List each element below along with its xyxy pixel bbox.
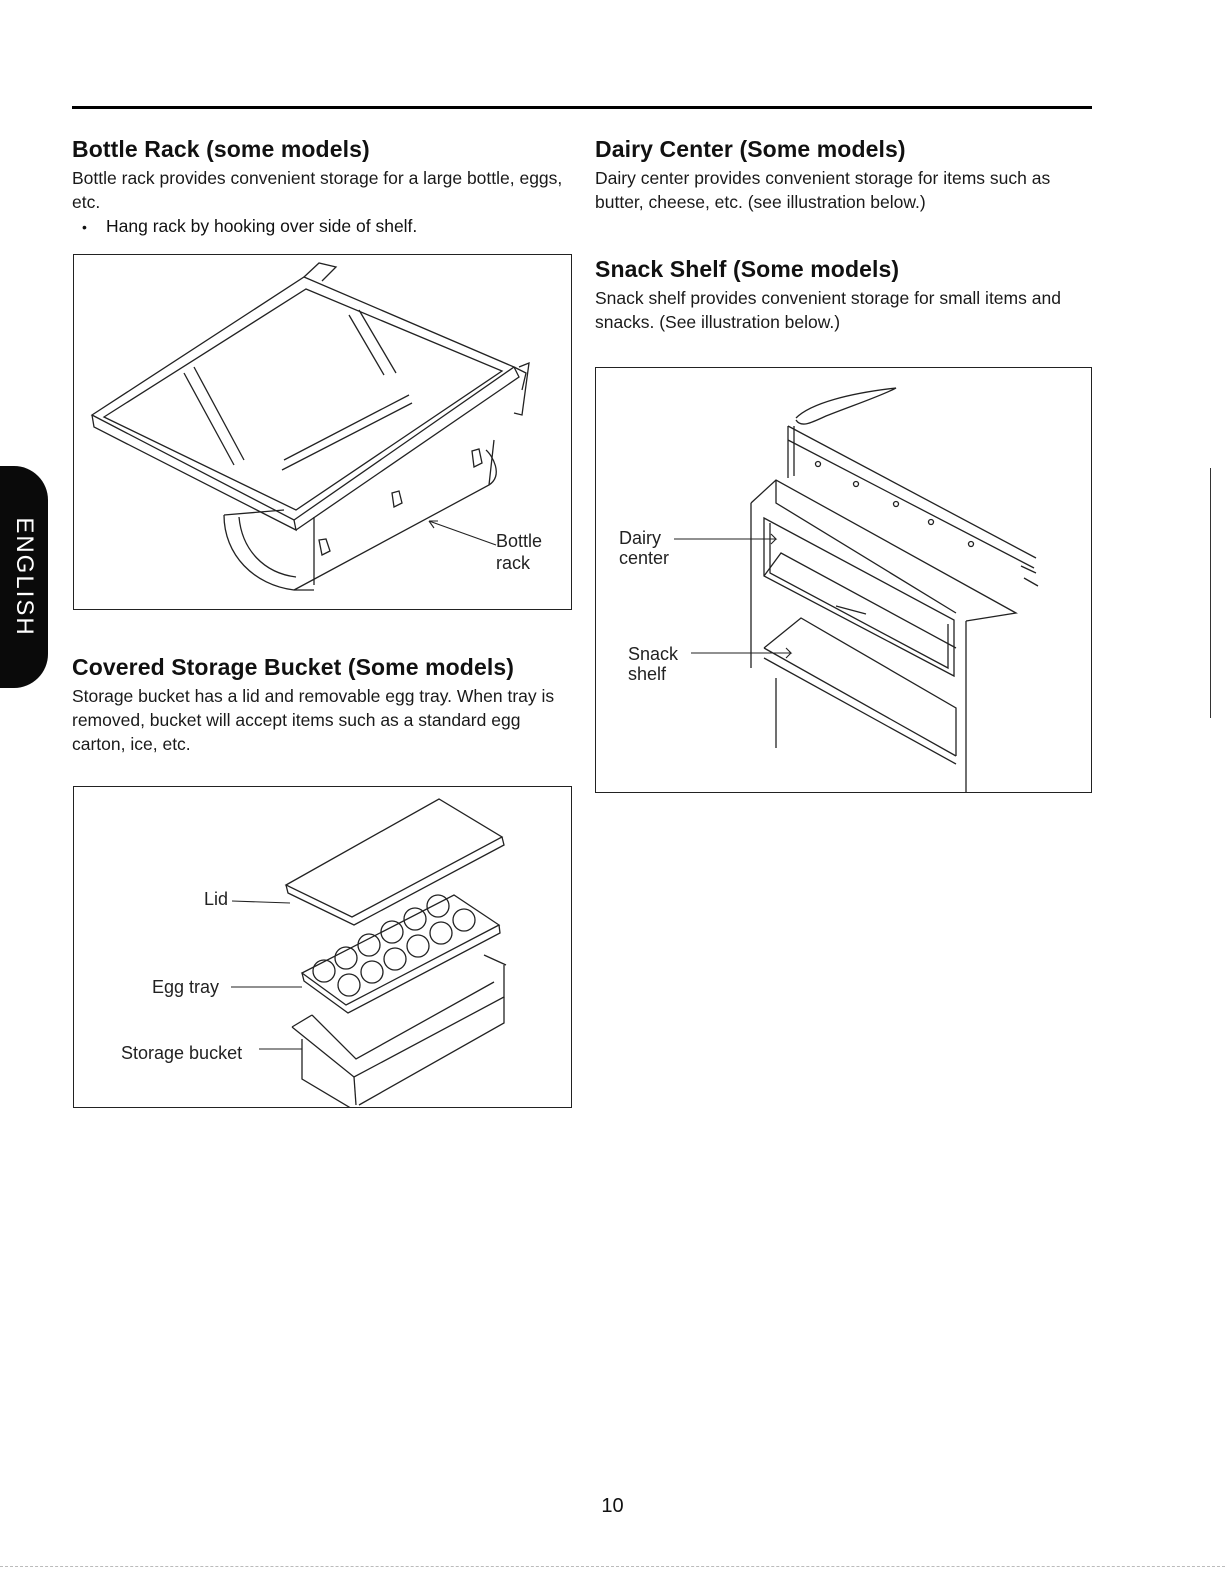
snack-label-2: shelf <box>628 664 667 684</box>
lid-label: Lid <box>204 889 229 909</box>
snack-shelf-heading: Snack Shelf (Some models) <box>595 256 900 282</box>
dairy-center-heading: Dairy Center (Some models) <box>595 136 906 162</box>
bottom-line <box>0 1566 1225 1568</box>
covered-bucket-heading: Covered Storage Bucket (Some models) <box>72 654 514 680</box>
egg-tray-label: Egg tray <box>152 977 220 997</box>
language-tab-label: ENGLISH <box>11 517 38 637</box>
dairy-label-1: Dairy <box>619 528 662 548</box>
dairy-label-2: center <box>619 548 670 568</box>
dairy-center-text: Dairy center provides convenient storage for items such as butter, cheese, etc. (see illustration below.) <box>595 168 1051 212</box>
bottle-rack-heading: Bottle Rack (some models) <box>72 136 370 162</box>
top-rule <box>72 106 1092 109</box>
margin-line <box>1210 468 1211 718</box>
bottle-rack-section <box>72 134 572 239</box>
covered-bucket-figure <box>73 786 572 1108</box>
snack-shelf-illustration <box>596 368 1091 792</box>
snack-shelf-section <box>595 254 1095 334</box>
snack-label-1: Snack <box>628 644 679 664</box>
covered-bucket-section <box>72 652 572 756</box>
storage-bucket-label: Storage bucket <box>121 1043 243 1063</box>
bottle-rack-figure <box>73 254 572 610</box>
dairy-center-section <box>595 134 1095 214</box>
bottle-rack-bullet: • Hang rack by hooking over side of shelf. <box>82 214 572 239</box>
bottle-rack-bullets <box>72 214 572 239</box>
language-tab <box>0 466 48 688</box>
bottle-label-1: Bottle <box>496 531 543 551</box>
covered-bucket-text: Storage bucket has a lid and removable egg tray. When tray is removed, bucket will accept items such as a standard egg carton, ice, etc. <box>72 686 555 754</box>
page-number: 10 <box>601 1495 624 1517</box>
snack-shelf-text: Snack shelf provides convenient storage for small items and snacks. (See illustration below.) <box>595 288 1061 332</box>
bottle-rack-text: Bottle rack provides convenient storage for a large bottle, eggs, etc. <box>72 168 563 212</box>
snack-shelf-figure <box>595 367 1092 793</box>
bottle-label-2: rack <box>496 553 531 573</box>
